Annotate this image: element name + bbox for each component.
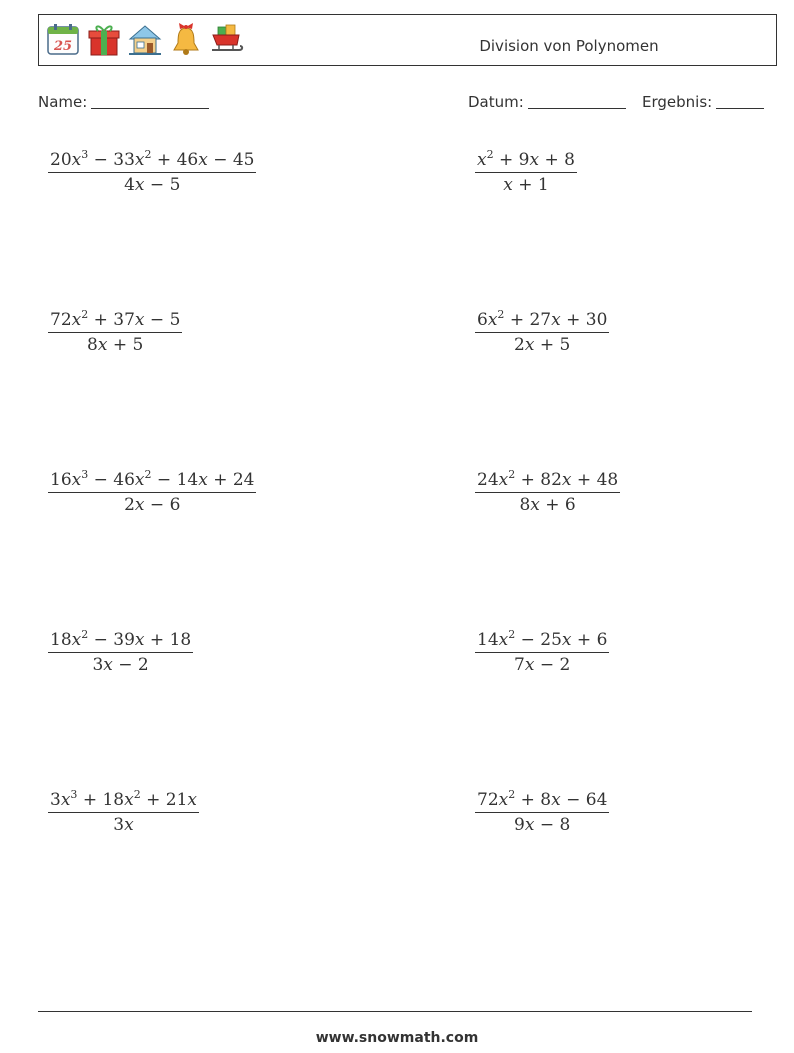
denominator: 9x − 8 xyxy=(514,815,571,835)
problem-9 xyxy=(48,788,199,837)
worksheet-title: Division von Polynomen xyxy=(479,37,659,55)
denominator: 8x + 5 xyxy=(87,335,144,355)
problem-5 xyxy=(48,468,256,517)
numerator: $6x^2 + 27x + 30$ xyxy=(475,308,609,333)
numerator: $14x^2 - 25x + 6$ xyxy=(475,628,609,653)
footer-website: www.snowmath.com xyxy=(315,1030,479,1046)
footer-divider xyxy=(38,1011,752,1012)
result-label: Ergebnis: xyxy=(642,93,713,111)
date-blank[interactable] xyxy=(528,93,626,109)
denominator: 4x − 5 xyxy=(124,175,181,195)
numerator: $72x^2 + 37x - 5$ xyxy=(48,308,182,333)
gift-icon xyxy=(86,21,122,57)
name-label: Name: xyxy=(38,93,88,111)
denominator: 2x − 6 xyxy=(124,495,181,515)
denominator: x + 1 xyxy=(503,175,549,195)
name-blank[interactable] xyxy=(91,93,209,109)
problem-3 xyxy=(48,308,182,357)
denominator: 7x − 2 xyxy=(514,655,571,675)
date-label: Datum: xyxy=(468,93,524,111)
name-field xyxy=(38,93,209,111)
bell-icon xyxy=(168,21,204,57)
problem-8 xyxy=(475,628,609,677)
numerator: $16x^3 - 46x^2 - 14x + 24$ xyxy=(48,468,256,493)
denominator: 2x + 5 xyxy=(514,335,571,355)
calendar-icon xyxy=(45,21,81,57)
numerator: $24x^2 + 82x + 48$ xyxy=(475,468,620,493)
problem-2 xyxy=(475,148,577,197)
problem-1 xyxy=(48,148,256,197)
worksheet-header xyxy=(38,14,777,66)
calendar-day: 25 xyxy=(53,39,73,54)
denominator: 3x xyxy=(113,815,134,835)
problem-6 xyxy=(475,468,620,517)
numerator: $x^2 + 9x + 8$ xyxy=(475,148,577,173)
denominator: 8x + 6 xyxy=(519,495,576,515)
result-blank[interactable] xyxy=(716,93,764,109)
sleigh-icon xyxy=(209,21,245,57)
problem-7 xyxy=(48,628,193,677)
numerator: $3x^3 + 18x^2 + 21x$ xyxy=(48,788,199,813)
date-field xyxy=(468,93,626,111)
decorative-icons xyxy=(45,21,245,57)
numerator: $20x^3 - 33x^2 + 46x - 45$ xyxy=(48,148,256,173)
numerator: $18x^2 - 39x + 18$ xyxy=(48,628,193,653)
result-field xyxy=(642,93,764,111)
problem-4 xyxy=(475,308,609,357)
house-icon xyxy=(127,21,163,57)
problem-10 xyxy=(475,788,609,837)
numerator: $72x^2 + 8x - 64$ xyxy=(475,788,609,813)
denominator: 3x − 2 xyxy=(92,655,149,675)
